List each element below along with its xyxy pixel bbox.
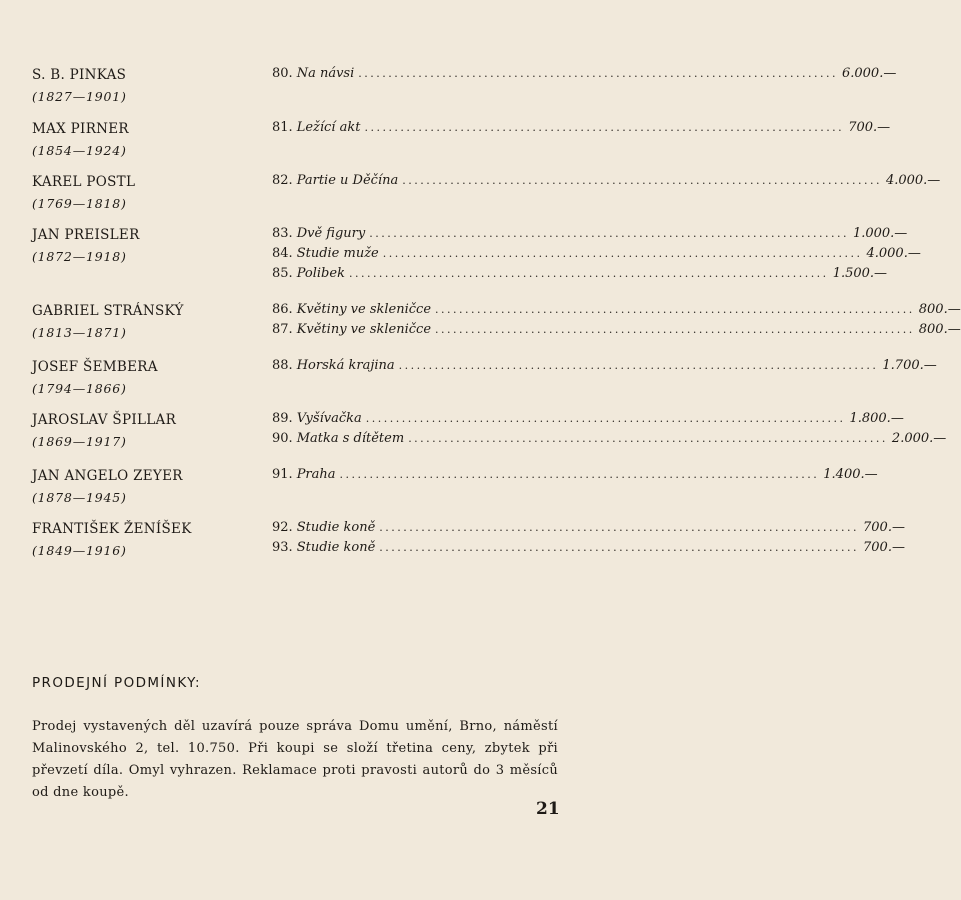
work-number: 80.: [272, 66, 293, 81]
leader-dots: ................................................................................: [398, 359, 879, 372]
work-price: 700.—: [848, 120, 891, 135]
work-price: 1.000.—: [852, 226, 908, 241]
work-number: 84.: [272, 246, 293, 261]
artist-dates: (1878—1945): [32, 490, 127, 505]
leader-dots: ................................................................................: [339, 468, 820, 481]
work-entry: [272, 411, 904, 429]
work-entry: [272, 467, 878, 485]
work-number: 85.: [272, 266, 293, 281]
leader-dots: ................................................................................: [369, 227, 849, 240]
work-entry: [272, 540, 905, 558]
work-title: Květiny ve skleničce: [296, 302, 432, 317]
work-number: 82.: [272, 173, 293, 188]
work-title: Květiny ve skleničce: [296, 322, 432, 337]
artist-entry: [32, 358, 262, 398]
leader-dots: ................................................................................: [408, 432, 888, 445]
work-title: Dvě figury: [296, 226, 366, 241]
page-number: 21: [536, 799, 560, 819]
artist-dates: (1827—1901): [32, 89, 127, 104]
leader-dots: ................................................................................: [435, 323, 915, 336]
work-entry: [272, 120, 891, 138]
leader-dots: ................................................................................: [379, 541, 859, 554]
leader-dots: ................................................................................: [358, 67, 838, 80]
artist-name: S. B. PINKAS: [32, 67, 127, 83]
work-title: Studie koně: [296, 520, 376, 535]
work-price: 800.—: [918, 322, 961, 337]
work-price: 700.—: [863, 540, 905, 555]
work-title: Partie u Děčína: [296, 173, 399, 188]
work-price: 4.000.—: [885, 173, 941, 188]
leader-dots: ................................................................................: [364, 121, 845, 134]
artist-entry: [32, 120, 262, 160]
artist-entry: [32, 226, 262, 266]
work-title: Vyšívačka: [296, 411, 362, 426]
leader-dots: ................................................................................: [365, 412, 846, 425]
leader-dots: ................................................................................: [348, 267, 829, 280]
artist-entry: [32, 302, 262, 342]
work-title: Polibek: [296, 266, 345, 281]
work-title: Studie koně: [296, 540, 376, 555]
work-number: 89.: [272, 411, 293, 426]
work-price: 2.000.—: [891, 431, 947, 446]
work-price: 1.700.—: [882, 358, 937, 373]
artist-name: JAROSLAV ŠPILLAR: [32, 412, 177, 428]
work-number: 91.: [272, 467, 293, 482]
artist-name: KAREL POSTL: [32, 174, 136, 190]
work-price: 1.800.—: [849, 411, 904, 426]
work-number: 88.: [272, 358, 293, 373]
artist-dates: (1769—1818): [32, 196, 127, 211]
artist-name: JAN ANGELO ZEYER: [32, 468, 183, 484]
work-price: 700.—: [863, 520, 905, 535]
work-entry: [272, 266, 888, 284]
leader-dots: ................................................................................: [402, 174, 882, 187]
work-entry: [272, 431, 947, 449]
artist-entry: [32, 411, 262, 451]
artist-dates: (1813—1871): [32, 325, 127, 340]
artist-dates: (1794—1866): [32, 381, 127, 396]
work-entry: [272, 173, 941, 191]
work-entry: [272, 246, 921, 264]
work-entry: [272, 66, 897, 84]
work-price: 1.400.—: [823, 467, 878, 482]
artist-dates: (1872—1918): [32, 249, 127, 264]
artist-name: JOSEF ŠEMBERA: [32, 359, 158, 375]
artist-name: FRANTIŠEK ŽENÍŠEK: [32, 521, 192, 537]
work-number: 90.: [272, 431, 293, 446]
work-title: Horská krajina: [296, 358, 395, 373]
work-price: 4.000.—: [866, 246, 921, 261]
work-price: 800.—: [918, 302, 961, 317]
work-price: 1.500.—: [832, 266, 888, 281]
work-entry: [272, 520, 905, 538]
work-number: 92.: [272, 520, 293, 535]
artist-entry: [32, 173, 262, 213]
artist-dates: (1854—1924): [32, 143, 127, 158]
artist-entry: [32, 467, 262, 507]
terms-heading: PRODEJNÍ PODMÍNKY:: [32, 675, 201, 691]
artist-dates: (1849—1916): [32, 543, 127, 558]
work-title: Ležící akt: [296, 120, 361, 135]
work-number: 87.: [272, 322, 293, 337]
work-title: Praha: [296, 467, 336, 482]
work-title: Studie muže: [296, 246, 379, 261]
artist-name: JAN PREISLER: [32, 227, 140, 243]
artist-entry: [32, 66, 262, 106]
work-entry: [272, 302, 961, 320]
terms-text: Prodej vystavených děl uzavírá pouze správa Domu umění, Brno, náměstí Malinovského 2, tel. 10.750. Při koupi se složí třetina ceny, zbytek při převzetí díla. Omyl vyhrazen. Reklamace proti pravosti autorů do 3 měsíců od dne koupě.: [32, 719, 558, 800]
work-number: 81.: [272, 120, 293, 135]
work-number: 93.: [272, 540, 293, 555]
work-entry: [272, 322, 961, 340]
leader-dots: ................................................................................: [382, 247, 863, 260]
artist-name: GABRIEL STRÁNSKÝ: [32, 303, 184, 319]
work-price: 6.000.—: [841, 66, 897, 81]
work-number: 83.: [272, 226, 293, 241]
leader-dots: ................................................................................: [379, 521, 859, 534]
work-title: Matka s dítětem: [296, 431, 405, 446]
artist-entry: [32, 520, 262, 560]
work-title: Na návsi: [296, 66, 355, 81]
artist-name: MAX PIRNER: [32, 121, 129, 137]
work-number: 86.: [272, 302, 293, 317]
work-entry: [272, 226, 908, 244]
leader-dots: ................................................................................: [435, 303, 915, 316]
artist-dates: (1869—1917): [32, 434, 127, 449]
work-entry: [272, 358, 937, 376]
